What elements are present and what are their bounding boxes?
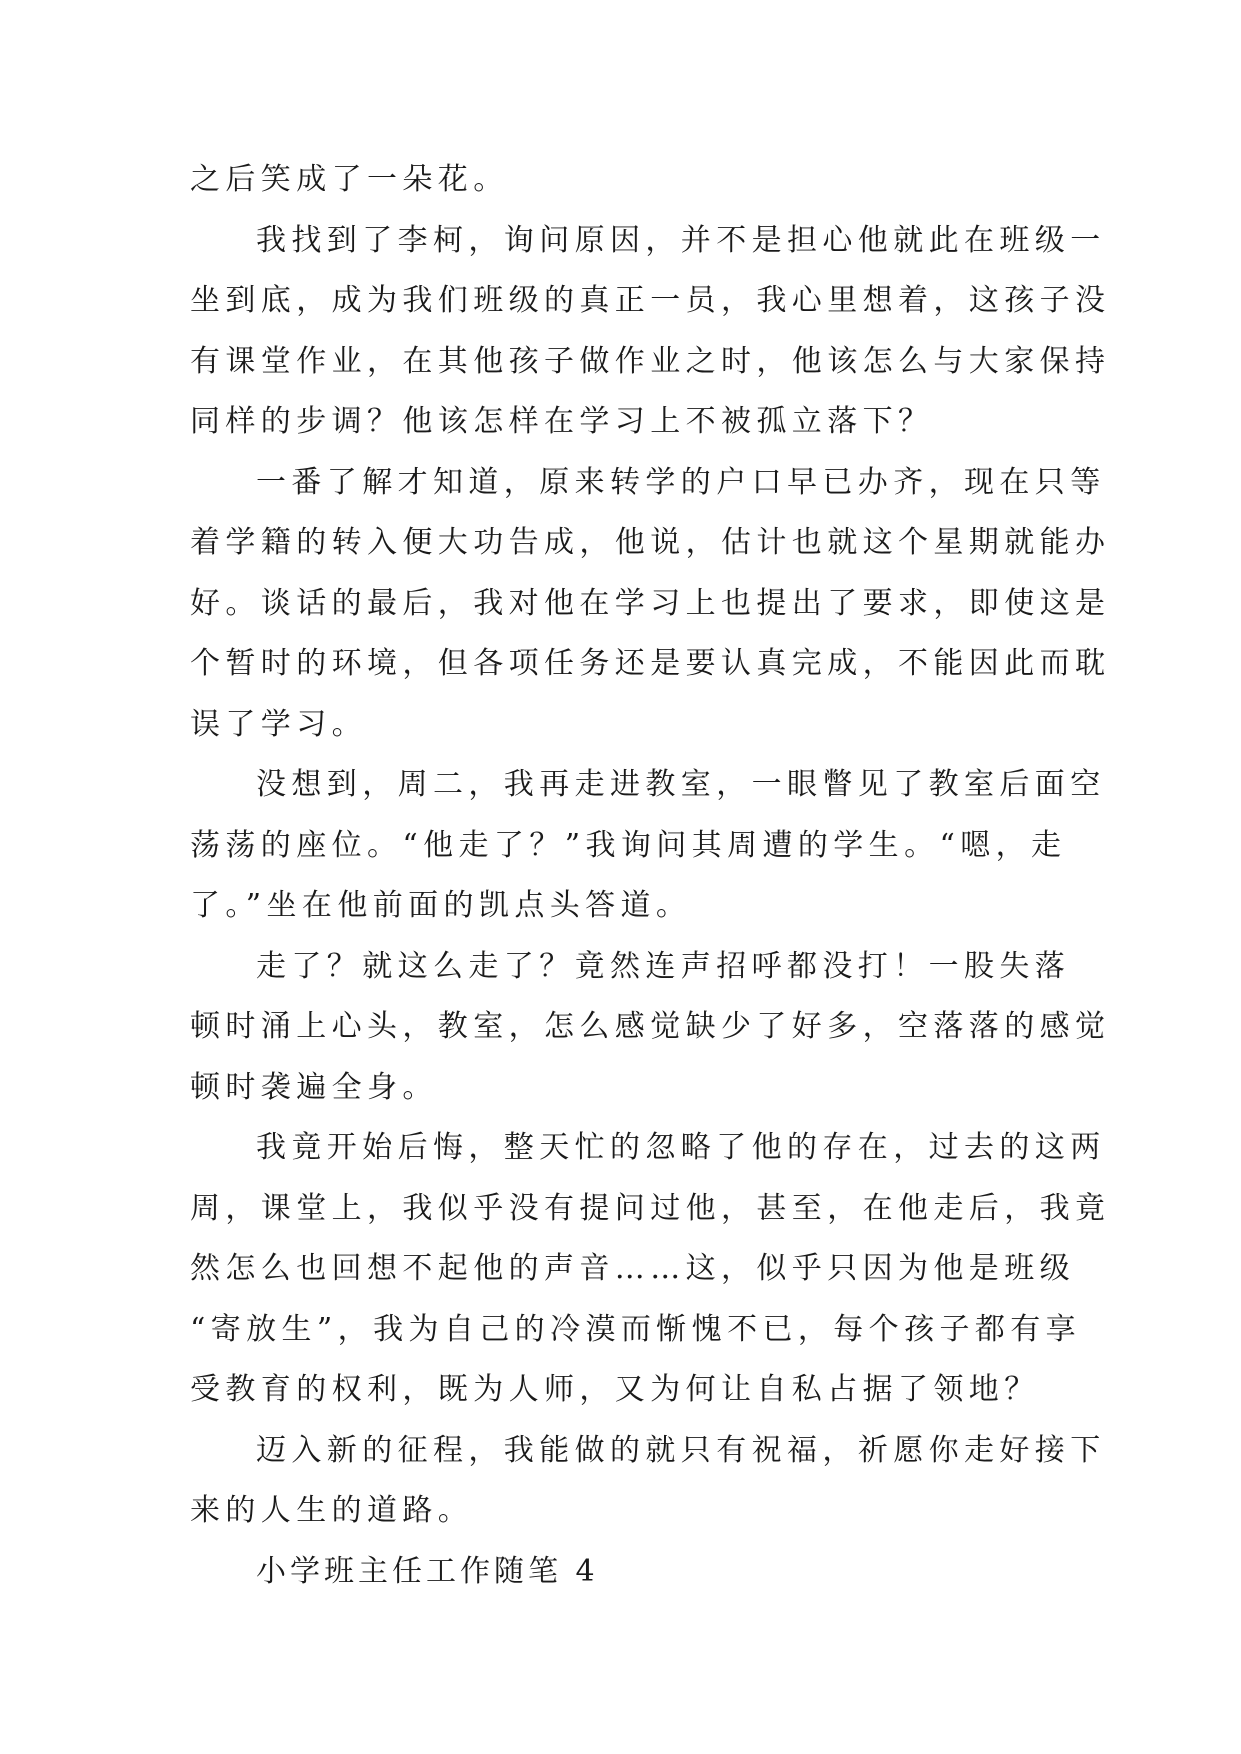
text-line: 我找到了李柯，询问原因，并不是担心他就此在班级一	[256, 222, 1106, 258]
text-line: 着学籍的转入便大功告成，他说，估计也就这个星期就能办	[190, 525, 1111, 560]
text-line: 有课堂作业，在其他孩子做作业之时，他该怎么与大家保持	[190, 343, 1111, 379]
text-line: 一番了解才知道，原来转学的户口早已办齐，现在只等	[256, 464, 1106, 500]
text-line: 没想到，周二，我再走进教室，一眼瞥见了教室后面空	[256, 767, 1106, 802]
text-line: 我竟开始后悔，整天忙的忽略了他的存在，过去的这两	[256, 1130, 1106, 1165]
text-line: 来的人生的道路。	[190, 1493, 474, 1528]
text-line: 受教育的权利，既为人师，又为何让自私占据了领地？	[190, 1372, 1040, 1407]
text-line: 荡荡的座位。“他走了？”我询问其周遭的学生。“嗯，走	[190, 827, 1067, 863]
text-line: 顿时涌上心头，教室，怎么感觉缺少了好多，空落落的感觉	[190, 1009, 1111, 1044]
section-heading: 小学班主任工作随笔 4	[256, 1553, 599, 1589]
text-line: 个暂时的环境，但各项任务还是要认真完成，不能因此而耽	[190, 646, 1111, 681]
text-line: “寄放生”，我为自己的冷漠而惭愧不已，每个孩子都有享	[190, 1311, 1082, 1347]
text-line: 迈入新的征程，我能做的就只有祝福，祈愿你走好接下	[256, 1432, 1106, 1468]
text-line: 误了学习。	[190, 706, 367, 742]
text-line: 了。”坐在他前面的凯点头答道。	[190, 888, 692, 923]
text-line: 走了？就这么走了？竟然连声招呼都没打！一股失落	[256, 948, 1071, 984]
text-line: 然怎么也回想不起他的声音……这，似乎只因为他是班级	[190, 1251, 1075, 1286]
text-line: 坐到底，成为我们班级的真正一员，我心里想着，这孩子没	[190, 283, 1111, 318]
text-line: 好。谈话的最后，我对他在学习上也提出了要求，即使这是	[190, 585, 1111, 621]
body-text	[190, 150, 1111, 1602]
text-line: 之后笑成了一朵花。	[190, 162, 509, 197]
text-line: 周，课堂上，我似乎没有提问过他，甚至，在他走后，我竟	[190, 1190, 1111, 1226]
text-line: 顿时袭遍全身。	[190, 1069, 438, 1105]
text-line: 同样的步调？他该怎样在学习上不被孤立落下？	[190, 404, 934, 439]
